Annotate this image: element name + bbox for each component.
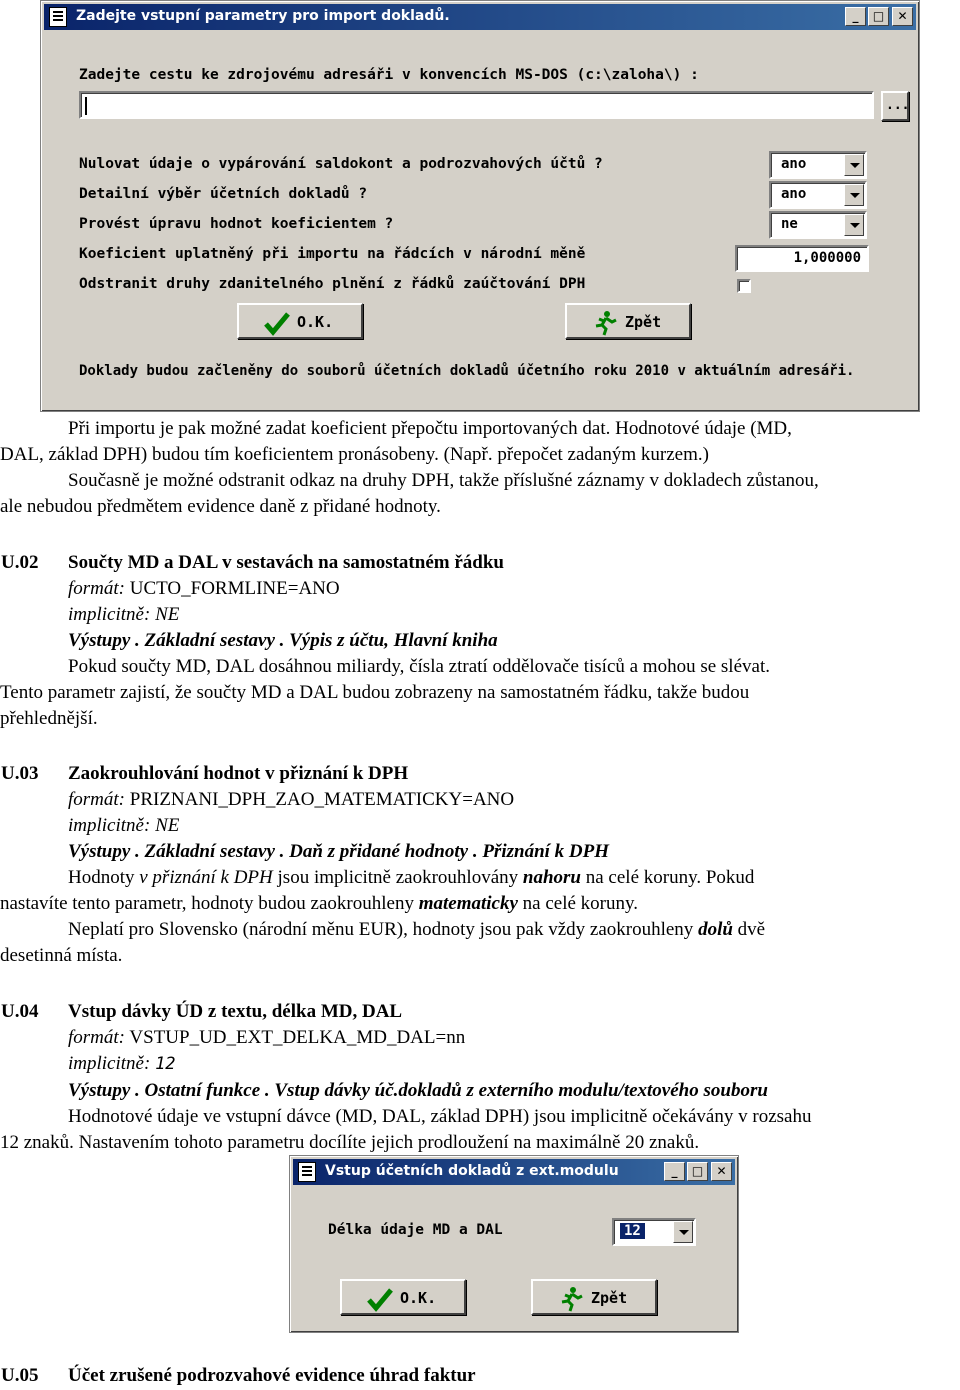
default-label: implicitně: [68, 1053, 151, 1074]
select-coefficient[interactable] [769, 211, 867, 239]
section-title-u02: Součty MD a DAL v sestavách na samostatném řádku [68, 552, 504, 573]
format-label: formát: [68, 789, 125, 810]
import-dialog [40, 0, 920, 412]
dialog-title: Vstup účetních dokladů z ext.modulu [325, 1163, 619, 1179]
app-icon [49, 7, 67, 27]
default-value: NE [150, 604, 180, 625]
section-code-u05: U.05 [1, 1365, 39, 1386]
default-line-u02 [68, 602, 179, 628]
coefficient-value: 1,000000 [793, 250, 861, 266]
runner-icon [591, 310, 619, 336]
length-label: Délka údaje MD a DAL [328, 1222, 503, 1238]
dropdown-arrow-icon[interactable] [673, 1221, 693, 1243]
select-value: 12 [620, 1223, 645, 1239]
text: nahoru [522, 867, 581, 888]
dropdown-arrow-icon[interactable] [844, 214, 864, 236]
format-line-u04 [68, 1025, 465, 1051]
text: na celé koruny. [517, 893, 639, 914]
question-reset-saldo: Nulovat údaje o vypárování saldokont a podrozvahových účtů ? [79, 156, 603, 172]
default-line-u04 [68, 1051, 176, 1077]
select-value: ne [781, 216, 798, 232]
paragraph-u04-1: Hodnotové údaje ve vstupní dávce (MD, DAL, základ DPH) jsou implicitně očekávány v rozsahu [68, 1106, 812, 1127]
paragraph-u02-1: Pokud součty MD, DAL dosáhnou miliardy, čísla ztratí oddělovače tisíců a mohou se slévat. [68, 656, 770, 677]
back-button[interactable] [565, 303, 691, 339]
text: matematicky [418, 893, 518, 914]
title-bar [293, 1159, 735, 1185]
ext-module-dialog [289, 1155, 739, 1333]
check-icon [263, 310, 291, 336]
close-icon[interactable]: ✕ [711, 1162, 732, 1181]
path-label: Zadejte cestu ke zdrojovému adresáři v konvencích MS-DOS (c:\zaloha\) : [79, 67, 699, 83]
minimize-icon[interactable]: _ [664, 1162, 685, 1181]
ok-button[interactable] [237, 303, 363, 339]
text: Neplatí pro Slovensko (národní měnu EUR), hodnoty jsou pak vždy zaokrouhleny [68, 919, 699, 940]
minimize-icon[interactable]: _ [845, 7, 866, 26]
format-label: formát: [68, 1027, 125, 1048]
select-value: ano [781, 186, 807, 202]
select-value: ano [781, 156, 807, 172]
runner-icon [557, 1286, 585, 1312]
text: jsou implicitně zaokrouhlovány [272, 867, 523, 888]
maximize-icon[interactable]: □ [687, 1162, 708, 1181]
menu-path-u02: Výstupy . Základní sestavy . Výpis z účtu, Hlavní kniha [68, 630, 498, 651]
intro-line-4: ale nebudou předmětem evidence daně z přidané hodnoty. [0, 496, 441, 517]
format-value: VSTUP_UD_EXT_DELKA_MD_DAL=nn [125, 1027, 466, 1048]
default-value: 12 [155, 1054, 176, 1074]
paragraph-u03-2 [0, 891, 638, 917]
ok-label: O.K. [297, 313, 334, 331]
text: na celé koruny. Pokud [581, 867, 755, 888]
question-coefficient: Provést úpravu hodnot koeficientem ? [79, 216, 394, 232]
back-button[interactable] [531, 1279, 657, 1315]
length-select[interactable] [612, 1218, 696, 1246]
section-code-u04: U.04 [1, 1001, 39, 1022]
section-title-u05: Účet zrušené podrozvahové evidence úhrad faktur [68, 1365, 476, 1386]
paragraph-u03-4: desetinná místa. [0, 945, 123, 966]
path-input[interactable] [79, 91, 874, 119]
close-icon[interactable]: ✕ [892, 7, 913, 26]
section-code-u03: U.03 [1, 763, 39, 784]
paragraph-u03-3 [68, 917, 765, 943]
select-reset-saldo[interactable] [769, 151, 867, 179]
format-line-u02 [68, 576, 340, 602]
text: dvě [732, 919, 766, 940]
format-value: UCTO_FORMLINE=ANO [125, 578, 340, 599]
text: nastavíte tento parametr, hodnoty budou zaokrouhleny [0, 893, 419, 914]
section-title-u04: Vstup dávky ÚD z textu, délka MD, DAL [68, 1001, 403, 1022]
dropdown-arrow-icon[interactable] [844, 184, 864, 206]
text: dolů [698, 919, 733, 940]
dialog-title: Zadejte vstupní parametry pro import dokladů. [76, 8, 450, 24]
ok-label: O.K. [400, 1289, 437, 1307]
app-icon [298, 1162, 316, 1182]
text: v přiznání k DPH [139, 867, 273, 888]
question-coef-value: Koeficient uplatněný při importu na řádcích v národní měně [79, 246, 586, 262]
format-label: formát: [68, 578, 125, 599]
browse-button[interactable] [881, 91, 909, 121]
title-bar [44, 4, 916, 30]
format-value: PRIZNANI_DPH_ZAO_MATEMATICKY=ANO [125, 789, 515, 810]
remove-vat-checkbox[interactable] [737, 279, 751, 293]
format-line-u03 [68, 787, 514, 813]
maximize-icon[interactable]: □ [868, 7, 889, 26]
paragraph-u04-2: 12 znaků. Nastavením tohoto parametru docílíte jejich prodloužení na maximálně 20 znaků. [0, 1132, 700, 1153]
section-title-u03: Zaokrouhlování hodnot v přiznání k DPH [68, 763, 409, 784]
back-label: Zpět [625, 313, 662, 331]
back-label: Zpět [591, 1289, 628, 1307]
paragraph-u03-1 [68, 865, 754, 891]
menu-path-u04: Výstupy . Ostatní funkce . Vstup dávky úč.dokladů z externího modulu/textového souboru [68, 1080, 768, 1101]
intro-line-3: Současně je možné odstranit odkaz na druhy DPH, takže příslušné záznamy v dokladech zůstanou, [68, 470, 819, 491]
import-note: Doklady budou začleněny do souborů účetních dokladů účetního roku 2010 v aktuálním adresáři. [79, 363, 855, 379]
browse-label: ... [886, 98, 910, 113]
dropdown-arrow-icon[interactable] [844, 154, 864, 176]
select-detail[interactable] [769, 181, 867, 209]
intro-line-1: Při importu je pak možné zadat koeficient přepočtu importovaných dat. Hodnotové údaje (MD, [68, 418, 792, 439]
paragraph-u02-3: přehlednější. [0, 708, 98, 729]
default-label: implicitně: [68, 815, 151, 836]
intro-line-2: DAL, základ DPH) budou tím koeficientem pronásobeny. (Např. přepočet zadaným kurzem.) [0, 444, 709, 465]
coefficient-input[interactable] [735, 245, 869, 272]
default-line-u03 [68, 813, 179, 839]
section-code-u02: U.02 [1, 552, 39, 573]
check-icon [366, 1286, 394, 1312]
question-remove-vat: Odstranit druhy zdanitelného plnění z řádků zaúčtování DPH [79, 276, 586, 292]
menu-path-u03: Výstupy . Základní sestavy . Daň z přidané hodnoty . Přiznání k DPH [68, 841, 610, 862]
text-caret [85, 97, 87, 115]
default-value: NE [150, 815, 180, 836]
paragraph-u02-2: Tento parametr zajistí, že součty MD a DAL budou zobrazeny na samostatném řádku, takže budou [0, 682, 750, 703]
text: Hodnoty [68, 867, 140, 888]
ok-button[interactable] [340, 1279, 466, 1315]
default-label: implicitně: [68, 604, 151, 625]
question-detail-select: Detailní výběr účetních dokladů ? [79, 186, 368, 202]
